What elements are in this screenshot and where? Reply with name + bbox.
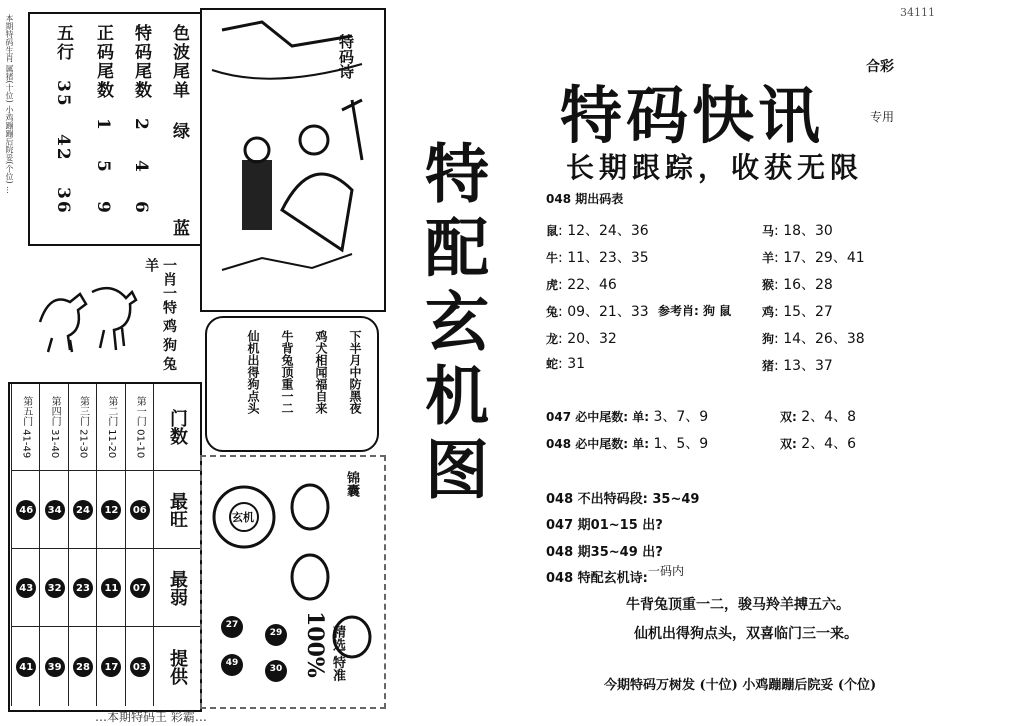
- zodiac-row: [546, 301, 649, 321]
- table-cell-weak: [69, 548, 97, 627]
- table-cell-range: [12, 384, 40, 470]
- zodiac-name: 虎: [546, 278, 559, 292]
- poem-box: [205, 316, 379, 452]
- table-cell-hot: [126, 470, 154, 549]
- zodiac-row: [762, 274, 833, 294]
- number-ball: 17: [101, 657, 121, 677]
- zodiac-name: 猪: [762, 359, 775, 373]
- animal-caption: 一肖一特 鸡 狗 兔 羊: [143, 258, 177, 371]
- footer-tip: 今期特码万树发 (十位) 小鸡蹦蹦后院妥 (个位): [604, 678, 877, 693]
- corner-id: 34111: [900, 6, 935, 19]
- table-cell-hot: [97, 470, 125, 549]
- animal-illustration: [30, 252, 190, 372]
- table-row: [68, 384, 97, 706]
- table-row: [39, 384, 68, 706]
- zodiac-sep: :: [774, 223, 784, 239]
- poem-header-note: 一码内: [648, 564, 685, 578]
- slogan: 长期跟踪，收获无限: [566, 151, 864, 184]
- number-ball: 32: [45, 578, 65, 598]
- fine-print: 本期特码生肖 属猪(十位) 小鸡蹦蹦后院妥(个位) ...: [5, 14, 14, 194]
- bottom-strip: …本期特码王 彩霸…: [95, 710, 207, 724]
- zodiac-name: 蛇: [546, 357, 559, 371]
- info-row-1: 色波尾单 绿 蓝: [169, 24, 189, 238]
- zodiac-numbers: 16、28: [783, 277, 833, 293]
- table-cell-give: [69, 626, 97, 707]
- table-row: [96, 384, 125, 706]
- poem-line-3: 牛背兔顶重一二: [280, 330, 294, 414]
- goat-dog-sketch-icon: [30, 252, 140, 362]
- number-ball: 12: [101, 500, 121, 520]
- header-doors: 门数: [167, 409, 188, 445]
- table-cell-range: [97, 384, 125, 470]
- tail-047-even: 双: 2、4、8: [780, 409, 856, 425]
- range-047: 047 期01~15 出?: [546, 518, 663, 533]
- table-row: [11, 384, 40, 706]
- poem-line-2: 鸡犬相闻福自来: [314, 330, 328, 414]
- zodiac-sep: :: [558, 331, 568, 347]
- number-ball: 41: [16, 657, 36, 677]
- door-number-table: [8, 382, 202, 712]
- info-row-2: 特码尾数 2 4 6: [131, 24, 151, 216]
- seal-label-2: 精选 特准: [330, 625, 345, 682]
- number-ball: 39: [45, 657, 65, 677]
- number-ball: 34: [45, 500, 65, 520]
- table-cell-weak: [12, 548, 40, 627]
- number-ball: 06: [130, 500, 150, 520]
- table-row: [125, 384, 154, 706]
- zodiac-row: [546, 274, 617, 294]
- zodiac-numbers: 15、27: [783, 304, 833, 320]
- zodiac-name: 牛: [546, 251, 559, 265]
- number-ball: 43: [16, 578, 36, 598]
- zodiac-numbers: 14、26、38: [783, 331, 865, 347]
- zodiac-numbers: 18、30: [783, 223, 833, 239]
- illus-caption: 特码诗: [337, 34, 355, 79]
- reference-note: 参考肖: 狗 鼠: [658, 304, 732, 318]
- poem-line-1: 下半月中防黑夜: [348, 330, 362, 414]
- poem-line-b: 仙机出得狗点头，双喜临门三一来。: [634, 626, 858, 642]
- logo-title: 特码快讯: [560, 79, 825, 152]
- number-ball: 11: [101, 578, 121, 598]
- table-cell-range: [69, 384, 97, 470]
- number-ball: 07: [130, 578, 150, 598]
- zodiac-numbers: 17、29、41: [783, 250, 865, 266]
- table-cell-give: [12, 626, 40, 707]
- header-give: 提供: [154, 626, 200, 707]
- seal-number: 49: [225, 658, 239, 668]
- issue-header: 048 期出码表: [546, 192, 624, 206]
- tail-048-even: 双: 2、4、6: [780, 436, 856, 452]
- zodiac-name: 马: [762, 224, 775, 238]
- range-label: 第四门 31-40: [49, 395, 61, 459]
- seal-center-text: 玄机: [232, 511, 254, 524]
- zodiac-row: [546, 220, 649, 240]
- table-cell-range: [126, 384, 154, 470]
- zodiac-sep: :: [558, 223, 568, 239]
- info-row-4: 五行 35 42 36: [53, 24, 73, 215]
- number-ball: 28: [73, 657, 93, 677]
- tail-048-row: 048 必中尾数: 单: 1、5、9: [546, 436, 709, 452]
- zodiac-sep: :: [774, 331, 784, 347]
- logo-sub: 合彩: [866, 59, 894, 75]
- table-cell-give: [40, 626, 68, 707]
- poem-illustration: [200, 8, 386, 312]
- percentage-badge: 100%: [302, 611, 328, 678]
- number-ball: 23: [73, 578, 93, 598]
- zodiac-numbers: 11、23、35: [567, 250, 649, 266]
- zodiac-row: [762, 355, 833, 375]
- range-label: 第一门 01-10: [134, 395, 146, 459]
- zodiac-name: 鼠: [546, 224, 559, 238]
- no-special-range: 048 不出特码段: 35~49: [546, 492, 700, 507]
- seal-label: 锦囊: [344, 471, 359, 497]
- number-ball: 03: [130, 657, 150, 677]
- number-ball: 24: [73, 500, 93, 520]
- seal-area: [200, 455, 386, 709]
- tail-047-row: 047 必中尾数: 单: 3、7、9: [546, 409, 709, 425]
- table-cell-hot: [69, 470, 97, 549]
- poem-header: 048 特配玄机诗:: [546, 571, 648, 586]
- table-cell-give: [97, 626, 125, 707]
- header-hot: 最旺: [154, 470, 200, 549]
- zodiac-numbers: 09、21、33: [567, 304, 649, 320]
- table-cell-give: [126, 626, 154, 707]
- table-cell-hot: [12, 470, 40, 549]
- logo-small: 专用: [870, 110, 895, 124]
- range-048: 048 期35~49 出?: [546, 545, 663, 560]
- seal-number: 29: [269, 628, 283, 638]
- table-cell-range: [40, 384, 68, 470]
- range-label: 第二门 11-20: [105, 395, 117, 459]
- zodiac-name: 鸡: [762, 305, 775, 319]
- zodiac-row: [762, 247, 865, 267]
- zodiac-numbers: 31: [567, 356, 586, 372]
- zodiac-sep: :: [558, 304, 568, 320]
- table-cell-hot: [40, 470, 68, 549]
- big-vertical-title: 特配玄机图: [414, 140, 489, 510]
- zodiac-numbers: 20、32: [567, 331, 617, 347]
- zodiac-row: [546, 247, 649, 267]
- table-cell-weak: [40, 548, 68, 627]
- table-cell-weak: [97, 548, 125, 627]
- header-weak: 最弱: [154, 548, 200, 627]
- zodiac-name: 狗: [762, 332, 775, 346]
- zodiac-row: [762, 301, 833, 321]
- zodiac-sep: :: [774, 250, 784, 266]
- zodiac-row: [762, 220, 833, 240]
- info-row-3: 正码尾数 1 5 9: [93, 24, 113, 216]
- zodiac-row: [546, 355, 585, 372]
- tail-info-panel: [28, 12, 202, 246]
- zodiac-numbers: 22、46: [567, 277, 617, 293]
- zodiac-numbers: 12、24、36: [567, 223, 649, 239]
- seal-number: 27: [225, 620, 239, 630]
- number-ball: 46: [16, 500, 36, 520]
- zodiac-numbers: 13、37: [783, 358, 833, 374]
- zodiac-sep: :: [558, 250, 568, 266]
- poem-line-4: 仙机出得狗点头: [246, 330, 260, 414]
- range-label: 第三门 21-30: [77, 395, 89, 459]
- zodiac-sep: :: [774, 304, 784, 320]
- zodiac-sep: :: [558, 277, 568, 293]
- zodiac-sep: :: [774, 358, 784, 374]
- seal-number: 30: [269, 664, 283, 674]
- zodiac-name: 羊: [762, 251, 775, 265]
- table-header-column: [153, 384, 200, 706]
- zodiac-name: 兔: [546, 305, 559, 319]
- table-cell-weak: [126, 548, 154, 627]
- zodiac-row: [762, 328, 865, 348]
- zodiac-row: [546, 328, 617, 348]
- range-label: 第五门 41-49: [20, 395, 32, 459]
- zodiac-sep: :: [774, 277, 784, 293]
- poem-line-a: 牛背兔顶重一二，骏马羚羊搏五六。: [626, 597, 850, 613]
- zodiac-sep: :: [558, 356, 568, 372]
- zodiac-name: 龙: [546, 332, 559, 346]
- zodiac-name: 猴: [762, 278, 775, 292]
